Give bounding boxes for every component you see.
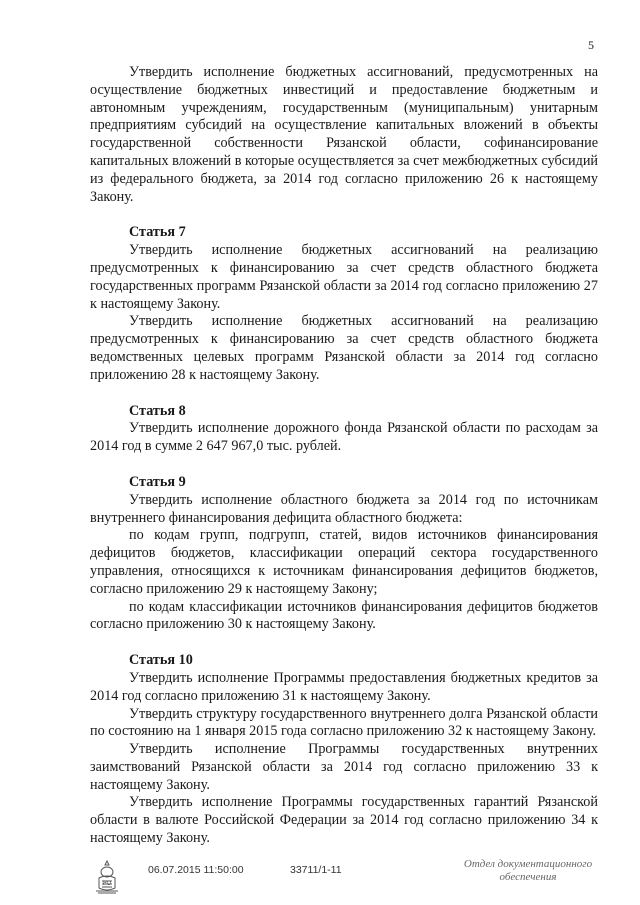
article-10 <box>90 652 598 848</box>
article-paragraph: по кодам классификации источников финансирования дефицитов бюджетов согласно приложению 30 к настоящему Закону. <box>90 598 598 633</box>
article-paragraph: Утвердить исполнение дорожного фонда Рязанской области по расходам за 2014 год в сумме 2 647 967,0 тыс. рублей. <box>90 420 598 455</box>
article-heading: Статья 7 <box>129 224 186 241</box>
svg-text:РО: РО <box>102 880 112 887</box>
article-7 <box>90 224 598 384</box>
article-8 <box>90 403 598 456</box>
footer-department-stamp <box>448 858 608 884</box>
article-paragraph: Утвердить исполнение бюджетных ассигнований на реализацию предусмотренных к финансированию за счет средств областного бюджета ведомственных целевых программ Рязанской области за 2014 год согласно приложению 28 к настоящему Закону. <box>90 313 598 383</box>
article-heading: Статья 9 <box>129 473 186 490</box>
article-heading: Статья 8 <box>129 402 186 419</box>
page-number: 5 <box>588 38 594 52</box>
article-paragraph: Утвердить структуру государственного внутреннего долга Рязанской области по состоянию на 1 января 2015 года согласно приложению 32 к настоящему Закону. <box>90 705 598 740</box>
article-paragraph: Утвердить исполнение бюджетных ассигнований на реализацию предусмотренных к финансированию за счет средств областного бюджета государственных программ Рязанской области за 2014 год согласно приложению 27 к настоящему Закону. <box>90 242 598 312</box>
footer-timestamp: 06.07.2015 11:50:00 <box>148 864 244 876</box>
article-paragraph: Утвердить исполнение Программы государственных гарантий Рязанской области в валюте Российской Федерации за 2014 год согласно приложению 34 к настоящему Закону. <box>90 794 598 847</box>
regional-emblem-icon <box>88 858 126 896</box>
department-line: обеспечения <box>499 871 557 883</box>
intro-paragraph: Утвердить исполнение бюджетных ассигнований, предусмотренных на осуществление бюджетных инвестиций и предоставление бюджетным и автономным учреждениям, государственным (муниципальным) унитарным предприятиям субсидий на осуществление капитальных вложений в объекты государственной собственности Рязанской области, софинансирование капитальных вложений в которые осуществляется за счет межбюджетных субсидий из федерального бюджета, за 2014 год согласно приложению 26 к настоящему Закону. <box>90 64 598 205</box>
article-paragraph: по кодам групп, подгрупп, статей, видов источников финансирования дефицитов бюджетов, классификации операций сектора государственного управления, относящихся к источникам финансирования дефицитов бюджетов, согласно приложению 29 к настоящему Закону; <box>90 527 598 597</box>
department-line: Отдел документационного <box>463 858 593 870</box>
document-body <box>90 64 598 848</box>
article-heading: Статья 10 <box>129 652 193 669</box>
article-9 <box>90 474 598 634</box>
footer-document-number: 33711/1-11 <box>290 864 342 876</box>
article-paragraph: Утвердить исполнение Программы предоставления бюджетных кредитов за 2014 год согласно приложению 31 к настоящему Закону. <box>90 669 598 704</box>
document-footer <box>88 858 608 898</box>
article-paragraph: Утвердить исполнение Программы государственных внутренних заимствований Рязанской области за 2014 год согласно приложению 33 к настоящему Закону. <box>90 741 598 793</box>
article-paragraph: Утвердить исполнение областного бюджета за 2014 год по источникам внутреннего финансирования дефицита областного бюджета: <box>90 491 598 526</box>
